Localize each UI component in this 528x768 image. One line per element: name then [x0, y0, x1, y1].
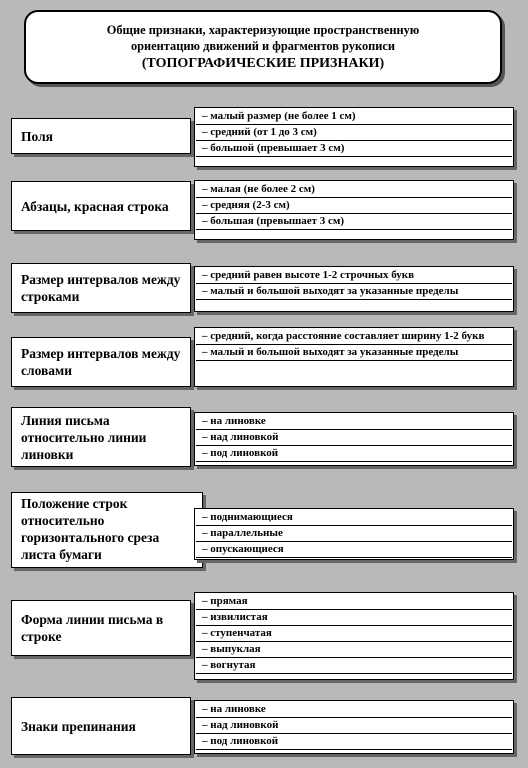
options-paragraphs: [194, 180, 514, 240]
option-item: – малый и большой выходят за указанные пределы: [196, 284, 512, 300]
category-line-position: [11, 492, 203, 568]
option-item: – под линовкой: [196, 446, 512, 462]
option-item: – прямая: [196, 594, 512, 610]
category-label: Форма линии письма в строке: [21, 612, 164, 644]
option-item: – средний (от 1 до 3 см): [196, 125, 512, 141]
option-item: – средняя (2-3 см): [196, 198, 512, 214]
option-item: – малая (не более 2 см): [196, 182, 512, 198]
options-line-shape: [194, 592, 514, 680]
option-item: – выпуклая: [196, 642, 512, 658]
category-paragraphs: [11, 181, 191, 231]
category-line-spacing: [11, 263, 191, 313]
options-line-position: [194, 508, 514, 560]
options-writing-line: [194, 412, 514, 466]
options-word-spacing: [194, 327, 514, 387]
category-label: Абзацы, красная строка: [21, 198, 169, 214]
option-item: – большой (превышает 3 см): [196, 141, 512, 157]
option-item: – над линовкой: [196, 430, 512, 446]
header-box: [24, 10, 502, 84]
category-label: Линия письма относительно линии линовки: [21, 412, 147, 462]
category-label: Размер интервалов между строками: [21, 272, 181, 304]
category-margins: [11, 118, 191, 154]
options-punctuation: [194, 700, 514, 754]
category-line-shape: [11, 600, 191, 656]
options-line-spacing: [194, 266, 514, 312]
option-item: – большая (превышает 3 см): [196, 214, 512, 230]
category-punctuation: [11, 697, 191, 755]
option-item: – под линовкой: [196, 734, 512, 750]
option-item: – извилистая: [196, 610, 512, 626]
option-item: – вогнутая: [196, 658, 512, 674]
option-item: – средний, когда расстояние составляет ширину 1-2 букв: [196, 329, 512, 345]
category-word-spacing: [11, 337, 191, 387]
option-item: – над линовкой: [196, 718, 512, 734]
option-item: – параллельные: [196, 526, 512, 542]
category-label: Поля: [21, 128, 53, 144]
option-item: – на линовке: [196, 702, 512, 718]
header-line-2: ориентацию движений и фрагментов рукописи: [130, 38, 396, 53]
option-item: – малый размер (не более 1 см): [196, 109, 512, 125]
category-writing-line: [11, 407, 191, 467]
category-label: Размер интервалов между словами: [21, 346, 181, 378]
options-margins: [194, 107, 514, 167]
category-label: Знаки препинания: [21, 718, 136, 734]
category-label: Положение строк относительно горизонтального среза листа бумаги: [21, 496, 160, 562]
option-item: – ступенчатая: [196, 626, 512, 642]
header-line-1: Общие признаки, характеризующие пространственную: [106, 22, 420, 37]
option-item: – средний равен высоте 1-2 строчных букв: [196, 268, 512, 284]
option-item: – на линовке: [196, 414, 512, 430]
option-item: – поднимающиеся: [196, 510, 512, 526]
option-item: – опускающиеся: [196, 542, 512, 558]
header-line-3: (ТОПОГРАФИЧЕСКИЕ ПРИЗНАКИ): [141, 55, 385, 71]
option-item: – малый и большой выходят за указанные пределы: [196, 345, 512, 361]
